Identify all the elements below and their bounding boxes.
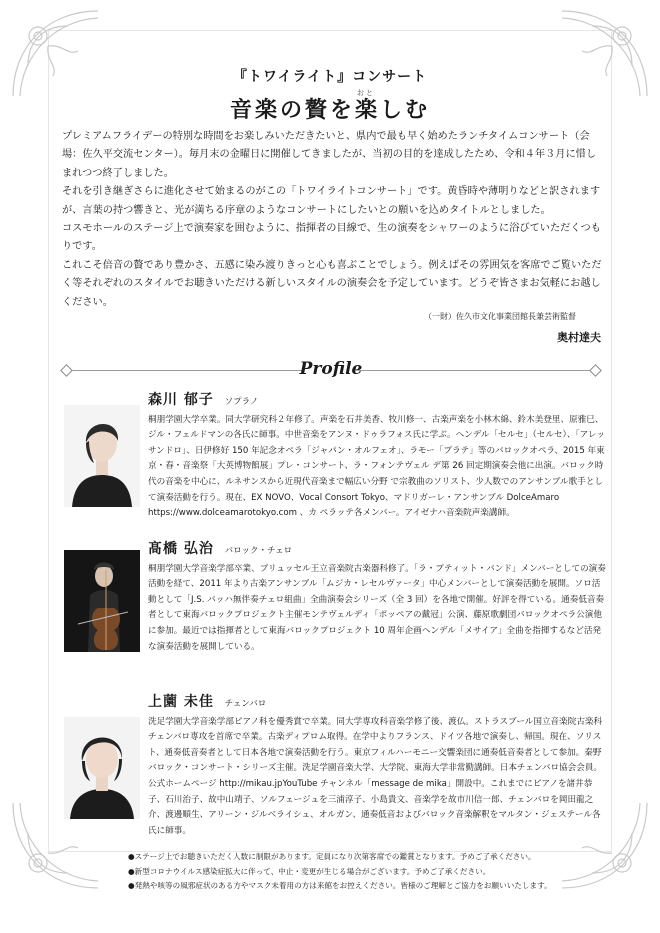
intro-paragraph: それを引き継ぎさらに進化させて始まるのがこの「トワイライトコンサート」です。黄昏時や薄明りなどと訳されますが、言葉の持つ響きと、光が満ちる序章のようなコンサートにしたいとの願いを込めタイトルとしました。 (62, 186, 601, 216)
performer-name: 上薗 未佳 (148, 694, 214, 710)
performer-instrument: チェンバロ (224, 699, 267, 709)
notice-item: ●発熱や咳等の風邪症状のある方やマスク未着用の方は来館をお控えください。皆様のご理解とご協力をお願いいたします。 (128, 881, 552, 891)
cellist-portrait-icon (64, 550, 140, 652)
signature-name: 奥村達夫 (557, 331, 601, 344)
intro-paragraph: プレミアムフライデーの特別な時間をお楽しみいただきたいと、県内で最も早く始めたランチタイムコンサート（会場：佐久平交流センター）。毎月末の金曜日に開催してきましたが、当初の目的を達成したため、令和４年３月に惜しまれつつ終了しました。 (62, 131, 597, 179)
profile-divider (62, 359, 600, 381)
signature-org: （一財）佐久市文化事業団館長兼芸術監督 (424, 312, 576, 321)
profile-heading: Profile (299, 359, 363, 379)
intro-paragraph: これこそ倍音の贅であり豊かさ、五感に染み渡りきっと心も喜ぶことでしょう。例えばその雰囲気を客席でご覧いただく等それぞれのスタイルでお聴きいただける新しいスタイルの演奏会を予定しています。どうぞ皆さまお気軽にお越しください。 (62, 259, 602, 308)
notice-item: ●新型コロナウイルス感染症拡大に伴って、中止・変更が生じる場合がございます。予めご了承ください。 (128, 866, 491, 876)
performer-name: 髙橋 弘治 (148, 541, 214, 557)
performer-photo (64, 405, 140, 507)
title-ruby: おと (357, 89, 375, 97)
ornament-corner-icon (8, 6, 103, 101)
intro-text (62, 128, 602, 312)
performer-bio: 桐朋学園大学卒業。同大学研究科２年修了。声楽を石井美香、牧川修一、古楽声楽を小林木綿、鈴木美登里、原雅巳、ジル・フェルドマンの各氏に師事。中世音楽をアンヌ・ドゥラフォス氏に学ぶ。ヘンデル「セルセ」（セルセ）、「アレッサンドロ」、日伊修好 150 年記念オペラ「ジャパン・オルフェオ」、ラモー「プラテ」等のバロックオペラ、2015 年東京・春・音楽祭「大英博物館展」プレ・コンサート、ラ・フォンテヴェル デ第 26 回定期演奏会他に出演。バロック時代の音楽を中心に、ルネサンスから近現代音楽まで幅広い分野 で宗教曲のソリスト、少人数でのアンサンブル歌手として演奏活動を行う。現在、EX NOVO、Vocal Consort Tokyo、マドリガーレ・アンサンブル DolceAmaro https://www.dolceamarotokyo.com 、カ ペラッテ各メンバー。アイゼナハ音楽院声楽講師。 (148, 414, 606, 519)
profile-text (148, 695, 606, 839)
notice-list (128, 850, 588, 894)
performer-photo (64, 550, 140, 652)
performer-bio: 洗足学園大学音楽学部ピアノ科を優秀賞で卒業。同大学専攻科音楽学修了後、渡仏。ストラスブール国立音楽院古楽科チェンバロ専攻を首席で卒業。古楽ディプロム取得。在学中よりフランス、ドイツ各地で演奏し、帰国。現在、ソリスト、通奏低音奏者として日本各地で演奏活動を行う。東京フィルハーモニー交響楽団に通奏低音奏者として参加。秦野バロック・コンサート・シリーズ主催。洗足学園音楽大学、大学院、東海大学非常勤講師。日本チェンバロ協会会員。公式ホームページ http://mikau.jpYouTube チャンネル「message de mika」開設中。これまでにピアノを諸井恭子、石川治子、故中山靖子、ソルフェージュを三浦淳子、小島貴文、音楽学を故市川信一郎、チェンバロを岡田龍之介、渡邊順生、アリーン・ジルベライシュ、オルガン、通奏低音およびバロック音楽解釈をマルタン・ジェステール各氏に師事。 (148, 716, 603, 836)
soprano-portrait-icon (64, 405, 140, 507)
profile-text (148, 393, 606, 522)
profile-text (148, 542, 606, 655)
concert-subtitle: 『トワイライト』コンサート (232, 69, 428, 85)
ornament-corner-icon (557, 6, 652, 101)
intro-paragraph: コスモホールのステージ上で演奏家を囲むように、指揮者の目線で、生の演奏をシャワーのように浴びていただくつもりです。 (62, 223, 601, 253)
performer-photo (64, 717, 140, 819)
divider-line (358, 370, 590, 371)
performer-name: 森川 郁子 (148, 392, 214, 408)
performer-instrument: バロック・チェロ (224, 546, 293, 556)
page-title: 音楽の贅を楽しむ (229, 98, 430, 123)
harpsichordist-portrait-icon (64, 717, 140, 819)
notice-item: ●ステージ上でお聴きいただく人数に制限があります。定員になり次第客席での鑑賞となります。予めご了承ください。 (128, 852, 536, 861)
performer-instrument: ソプラノ (224, 397, 259, 407)
performer-bio: 桐朋学園大学音楽学部卒業、ブリュッセル王立音楽院古楽器科修了。「ラ・プティット・バンド」メンバーとしての演奏活動を経て、2011 年より古楽アンサンブル「ムジカ・レセルヴァータ」中心メンバーとして演奏活動を展開。ソロ活動として「J.S. バッハ無伴奏チェロ組曲」全曲演奏会シリーズ（全 3 回）を各地で開催。好評を得ている。通奏低音奏者として東海バロックプロジェクト主催モンテヴェルディ「ポッペアの戴冠」公演、藤原歌劇団バロックオペラ公演他に参加。最近では指揮者として東海バロックプロジェクト 10 周年企画ヘンデル「メサイア」全曲を指揮するなど活発な演奏活動を展開している。 (148, 563, 606, 652)
